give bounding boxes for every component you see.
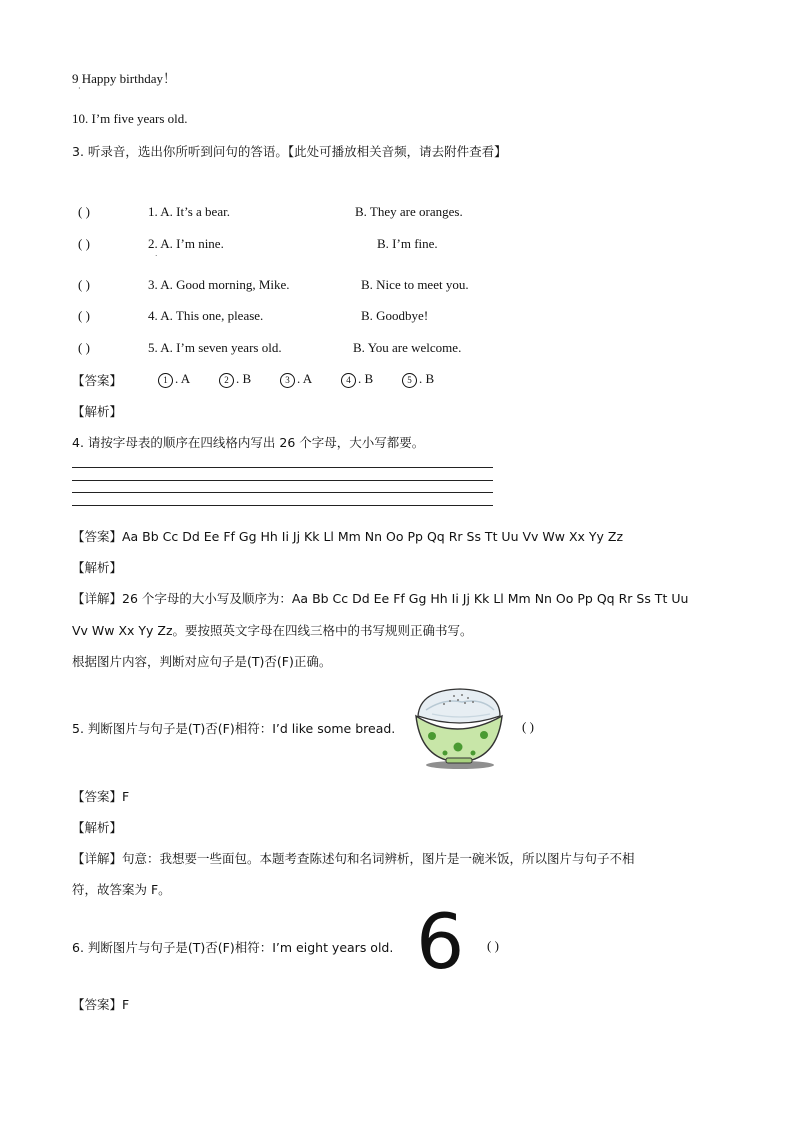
answer-value: . A [175, 371, 191, 386]
option-a: 3. A. Good morning, Mike. [148, 277, 290, 292]
answer-item-5 [402, 371, 434, 388]
question-6-answer: 【答案】F [72, 997, 130, 1012]
question-5-prompt: 5. 判断图片与句子是(T)否(F)相符：I’d like some bread. [72, 721, 396, 736]
grid-line [72, 480, 493, 481]
dot-mark: · [78, 84, 81, 93]
answer-blank[interactable]: ( ) [78, 277, 90, 292]
answer-label: 【答案】 [72, 373, 123, 388]
answer-blank[interactable]: ( ) [78, 236, 90, 251]
answer-item-4 [341, 371, 373, 388]
option-a: 1. A. It’s a bear. [148, 204, 230, 219]
rice-bowl-image [410, 684, 506, 770]
line-9: 9 Happy birthday！ [72, 71, 176, 86]
answer-item-2 [219, 371, 251, 388]
analysis-label: 【解析】 [72, 404, 123, 419]
answer-blank[interactable]: ( ) [522, 719, 534, 734]
circled-number: 2 [219, 373, 234, 388]
option-b: B. I’m fine. [377, 236, 438, 251]
question-5-detail-line-1: 【详解】句意：我想要一些面包。本题考查陈述句和名词辨析，图片是一碗米饭，所以图片与句子不相 [72, 851, 635, 866]
question-4-detail-line-2: Vv Ww Xx Yy Zz。要按照英文字母在四线三格中的书写规则正确书写。 [72, 623, 473, 638]
question-4-answer: 【答案】Aa Bb Cc Dd Ee Ff Gg Hh Ii Jj Kk Ll Mm Nn Oo Pp Qq Rr Ss Tt Uu Vv Ww Xx Yy Zz [72, 529, 624, 544]
answer-item-1 [158, 371, 190, 388]
option-a: 5. A. I’m seven years old. [148, 340, 282, 355]
answer-value: . B [236, 371, 252, 386]
grid-line [72, 505, 493, 506]
answer-value: . B [419, 371, 435, 386]
answer-value: . A [297, 371, 313, 386]
option-b: B. Nice to meet you. [361, 277, 469, 292]
answer-blank[interactable]: ( ) [78, 340, 90, 355]
section-instruction: 根据图片内容，判断对应句子是(T)否(F)正确。 [72, 654, 332, 669]
grid-line [72, 492, 493, 493]
question-3-prompt: 3. 听录音，选出你所听到问句的答语。【此处可播放相关音频，请去附件查看】 [72, 144, 507, 159]
analysis-label: 【解析】 [72, 560, 123, 575]
circled-number: 3 [280, 373, 295, 388]
dot-mark: · [155, 252, 158, 260]
question-5-detail-line-2: 符，故答案为 F。 [72, 882, 171, 897]
question-4-detail-line-1: 【详解】26 个字母的大小写及顺序为：Aa Bb Cc Dd Ee Ff Gg Hh Ii Jj Kk Ll Mm Nn Oo Pp Qq Rr Ss Tt Uu [72, 591, 689, 606]
answer-item-3 [280, 371, 312, 388]
answer-value: . B [358, 371, 374, 386]
option-a: 2. A. I’m nine. [148, 236, 224, 251]
option-a: 4. A. This one, please. [148, 308, 264, 323]
answer-blank[interactable]: ( ) [487, 938, 499, 953]
question-5-answer: 【答案】F [72, 789, 130, 804]
answer-blank[interactable]: ( ) [78, 308, 90, 323]
circled-number: 5 [402, 373, 417, 388]
analysis-label: 【解析】 [72, 820, 123, 835]
circled-number: 1 [158, 373, 173, 388]
question-4-prompt: 4. 请按字母表的顺序在四线格内写出 26 个字母，大小写都要。 [72, 435, 425, 450]
question-6-prompt: 6. 判断图片与句子是(T)否(F)相符：I’m eight years old. [72, 940, 394, 955]
grid-line [72, 467, 493, 468]
digit-six-image: 6 [416, 897, 465, 986]
option-b: B. They are oranges. [355, 204, 463, 219]
answer-blank[interactable]: ( ) [78, 204, 90, 219]
circled-number: 4 [341, 373, 356, 388]
option-b: B. You are welcome. [353, 340, 462, 355]
line-10: 10. I’m five years old. [72, 111, 188, 126]
option-b: B. Goodbye! [361, 308, 429, 323]
